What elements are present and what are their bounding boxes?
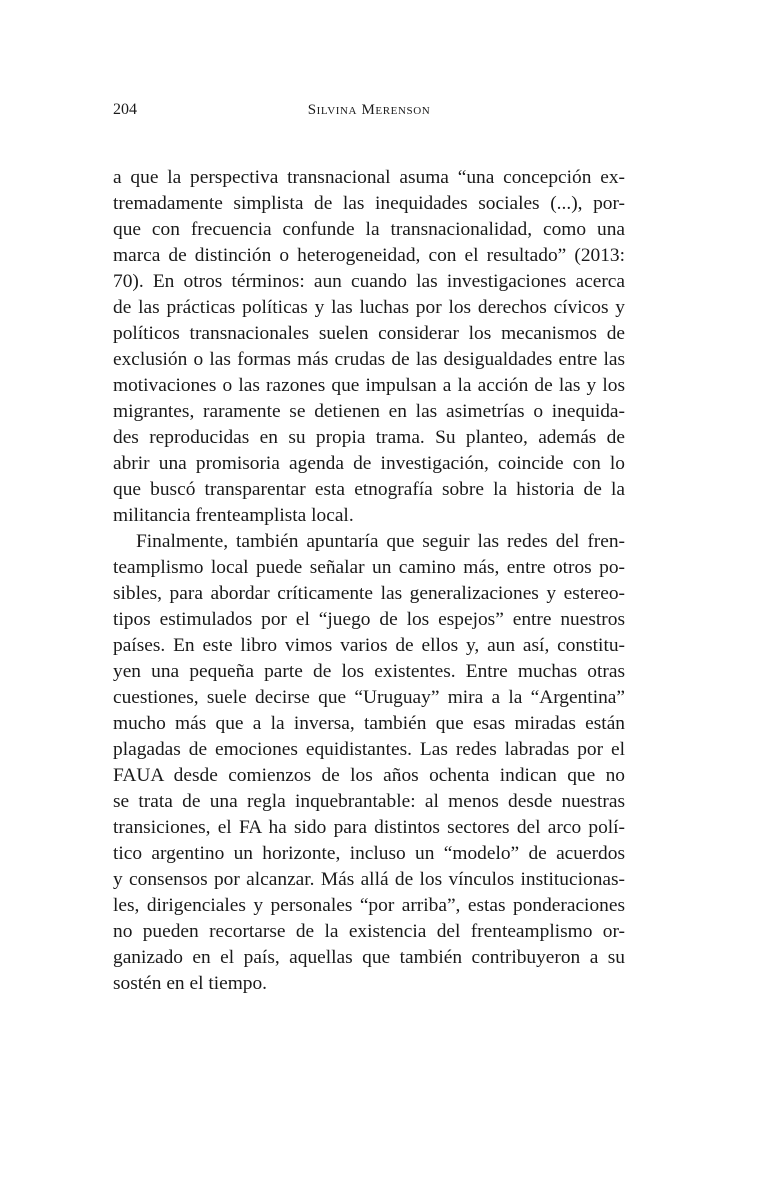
text-line: y consensos por alcanzar. Más allá de los vínculos institucionas- <box>113 869 625 890</box>
text-line: abrir una promisoria agenda de investigación, coincide con lo <box>113 453 625 474</box>
text-line: yen una pequeña parte de los existentes. Entre muchas otras <box>113 661 625 682</box>
text-line: migrantes, raramente se detienen en las asimetrías o inequida- <box>113 401 625 422</box>
paragraph-2 <box>113 529 625 997</box>
text-line: plagadas de emociones equidistantes. Las redes labradas por el <box>113 739 625 760</box>
running-head: Silvina Merenson <box>307 102 431 118</box>
text-line: 70). En otros términos: aun cuando las investigaciones acerca <box>113 271 625 292</box>
text-line: motivaciones o las razones que impulsan a la acción de las y los <box>113 375 625 396</box>
text-line: exclusión o las formas más crudas de las desigualdades entre las <box>113 349 625 370</box>
text-line: marca de distinción o heterogeneidad, con el resultado” (2013: <box>113 245 625 266</box>
text-line: des reproducidas en su propia trama. Su planteo, además de <box>113 427 625 448</box>
text-line: les, dirigenciales y personales “por arriba”, estas ponderaciones <box>113 895 625 916</box>
text-line: que con frecuencia confunde la transnacionalidad, como una <box>113 219 625 240</box>
text-line: que buscó transparentar esta etnografía sobre la historia de la <box>113 479 625 500</box>
text-line: tremadamente simplista de las inequidades sociales (...), por- <box>113 193 625 214</box>
text-line: tico argentino un horizonte, incluso un “modelo” de acuerdos <box>113 843 625 864</box>
text-line: sostén en el tiempo. <box>113 973 268 994</box>
text-line: no pueden recortarse de la existencia del frenteamplismo or- <box>113 921 625 942</box>
paragraph-1 <box>113 165 625 529</box>
text-line: ganizado en el país, aquellas que también contribuyeron a su <box>113 947 625 968</box>
text-line: a que la perspectiva transnacional asuma “una concepción ex- <box>113 167 625 188</box>
text-line: cuestiones, suele decirse que “Uruguay” mira a la “Argentina” <box>113 687 625 708</box>
text-line: mucho más que a la inversa, también que esas miradas están <box>113 713 625 734</box>
page-number: 204 <box>113 101 137 118</box>
body-text <box>113 165 625 997</box>
text-line: políticos transnacionales suelen considerar los mecanismos de <box>113 323 625 344</box>
text-line: países. En este libro vimos varios de ellos y, aun así, constitu- <box>113 635 625 656</box>
text-line: FAUA desde comienzos de los años ochenta indican que no <box>113 765 625 786</box>
text-line: sibles, para abordar críticamente las generalizaciones y estereo- <box>113 583 625 604</box>
text-line: de las prácticas políticas y las luchas por los derechos cívicos y <box>113 297 625 318</box>
page-header <box>113 99 625 121</box>
text-line: se trata de una regla inquebrantable: al menos desde nuestras <box>113 791 625 812</box>
text-line: transiciones, el FA ha sido para distintos sectores del arco polí- <box>113 817 625 838</box>
text-line: militancia frenteamplista local. <box>113 505 354 526</box>
text-line: Finalmente, también apuntaría que seguir las redes del fren- <box>136 531 625 552</box>
text-line: teamplismo local puede señalar un camino más, entre otros po- <box>113 557 625 578</box>
text-line: tipos estimulados por el “juego de los espejos” entre nuestros <box>113 609 625 630</box>
